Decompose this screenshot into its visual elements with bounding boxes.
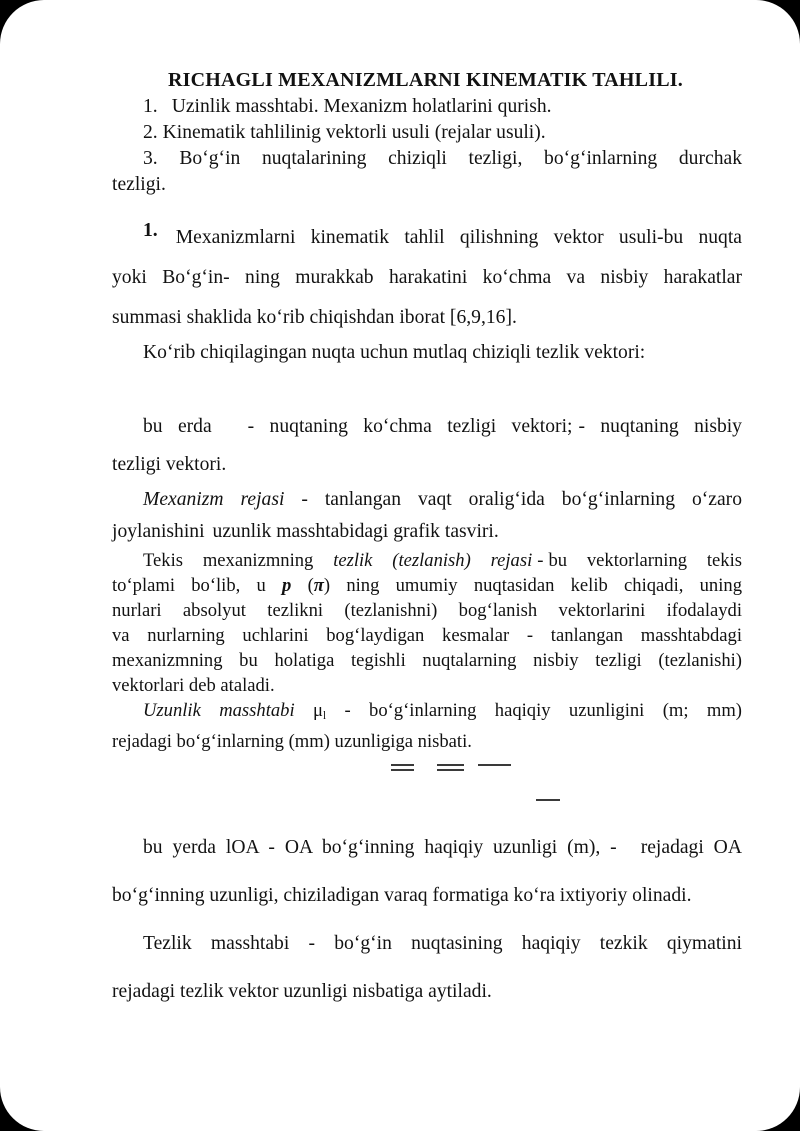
fraction-bar-icon — [478, 764, 511, 766]
paragraph-uzunlik-masshtabi — [112, 698, 742, 754]
spacer — [158, 242, 176, 243]
equals-sign-icon — [437, 764, 464, 771]
spacer — [158, 111, 172, 112]
text-run: 1. — [143, 220, 158, 241]
paragraph-bu-yerda — [112, 824, 742, 920]
text-run: Mexanizmlarni kinematik tahlil qilishning vektor usuli-bu nuqta — [175, 227, 742, 248]
text-run: - tanlangan vaqt oralig‘ida bo‘g‘inlarning o‘zaro — [284, 489, 742, 510]
text-run: bu yerda lOA - OA bo‘g‘inning haqiqiy uzunligi (m), - — [143, 836, 617, 858]
text-line — [112, 258, 742, 298]
spacer — [212, 431, 248, 432]
text-run: tezligi. — [112, 174, 166, 195]
text-run: 1. — [143, 96, 158, 117]
text-run: bu erda — [143, 416, 212, 437]
text-run: l — [322, 709, 327, 722]
page-title: RICHAGLI MEXANIZMLARNI KINEMATIK TAHLILI. — [168, 69, 683, 91]
text-run: uzunlik masshtabidagi grafik tasviri. — [212, 521, 499, 542]
paragraph-tezlik-masshtabi — [112, 920, 742, 1016]
paragraph-vector-method — [112, 218, 742, 368]
text-line — [112, 94, 742, 120]
text-line — [112, 673, 742, 698]
text-run: 2. Kinematik tahlilinig vektorli usuli (rejalar usuli). — [143, 122, 546, 143]
equals-sign-icon — [391, 764, 414, 771]
text-line — [112, 648, 742, 673]
text-run: summasi shaklida ko‘rib chiqishdan iborat [6,9,16]. — [112, 307, 517, 328]
text-line — [112, 573, 742, 598]
text-run: tezligi vektori. — [112, 454, 227, 475]
paragraph-bu-erda — [112, 408, 742, 484]
text-run: μ — [294, 700, 323, 721]
text-run: nurlari absolyut tezlikni (tezlanishni) bog‘lanish vektorlarini ifodalaydi — [112, 600, 742, 621]
spacer — [205, 536, 213, 537]
text-run: p — [282, 575, 292, 596]
text-run: rejadagi bo‘g‘inlarning (mm) uzunligiga nisbati. — [112, 730, 472, 752]
text-line — [112, 446, 742, 484]
text-line — [112, 120, 742, 146]
text-run: Mexanizm rejasi — [143, 489, 285, 510]
text-line — [112, 623, 742, 648]
text-run: - nuqtaning nisbiy — [578, 416, 742, 437]
text-line — [112, 218, 742, 258]
text-line — [112, 968, 742, 1016]
missing-formula-space — [112, 368, 742, 408]
text-run: joylanishini — [112, 521, 205, 542]
text-run: rejadagi tezlik vektor uzunligi nisbatiga aytiladi. — [112, 980, 492, 1002]
paragraph-tekis-mexanizm — [112, 548, 742, 698]
text-run: ) ning umumiy nuqtasidan kelib chiqadi, uning — [323, 575, 742, 596]
intro-list — [112, 94, 742, 198]
text-run: - — [537, 550, 544, 571]
text-line — [112, 824, 742, 872]
fraction-bar-icon — [536, 799, 560, 801]
text-line — [112, 298, 742, 338]
text-line — [112, 698, 742, 729]
text-run: Tekis mexanizmning — [143, 550, 334, 571]
text-line — [112, 920, 742, 968]
text-run: π — [313, 575, 324, 596]
text-line — [112, 338, 742, 368]
text-run: mexanizmning bu holatiga tegishli nuqtalarning nisbiy tezligi (tezlanishi) — [112, 650, 742, 671]
text-run: - nuqtaning ko‘chma tezligi vektori; — [247, 416, 573, 437]
text-line — [112, 408, 742, 446]
document-body — [112, 94, 742, 1016]
text-line — [112, 146, 742, 172]
paragraph-mexanizm-rejasi — [112, 484, 742, 548]
text-run: tezlik (tezlanish) rejasi — [333, 550, 533, 571]
text-run: Uzinlik masshtabi. Mexanizm holatlarini qurish. — [171, 96, 552, 117]
text-line — [112, 548, 742, 573]
text-line — [112, 516, 742, 548]
text-line — [112, 598, 742, 623]
formula-remnants — [112, 754, 742, 824]
text-run: Uzunlik masshtabi — [143, 700, 295, 721]
text-run: - bo‘g‘inlarning haqiqiy uzunligini (m; mm) — [326, 700, 742, 721]
text-run: yoki Bo‘g‘in- ning murakkab harakatini ko‘chma va nisbiy harakatlar — [112, 267, 742, 288]
text-run: bu vektorlarning tekis — [548, 550, 742, 571]
text-line — [112, 872, 742, 920]
text-line — [112, 729, 742, 754]
text-line — [112, 484, 742, 516]
text-run: ( — [291, 575, 314, 596]
text-run: va nurlarning uchlarini bog‘laydigan kesmalar - tanlangan masshtabdagi — [112, 625, 742, 646]
text-run: Tezlik masshtabi - bo‘g‘in nuqtasining haqiqiy tezkik qiymatini — [143, 932, 742, 954]
text-run: 3. Bo‘g‘in nuqtalarining chiziqli tezligi, bo‘g‘inlarning durchak — [143, 148, 742, 169]
text-run: rejadagi OA — [640, 836, 742, 858]
text-run: Ko‘rib chiqilagingan nuqta uchun mutlaq chiziqli tezlik vektori: — [143, 342, 646, 363]
text-run: to‘plami bo‘lib, u — [112, 575, 283, 596]
text-run: bo‘g‘inning uzunligi, chiziladigan varaq formatiga ko‘ra ixtiyoriy olinadi. — [112, 884, 692, 906]
text-run: vektorlari deb ataladi. — [112, 675, 275, 696]
text-line — [112, 172, 742, 198]
spacer — [617, 852, 641, 853]
